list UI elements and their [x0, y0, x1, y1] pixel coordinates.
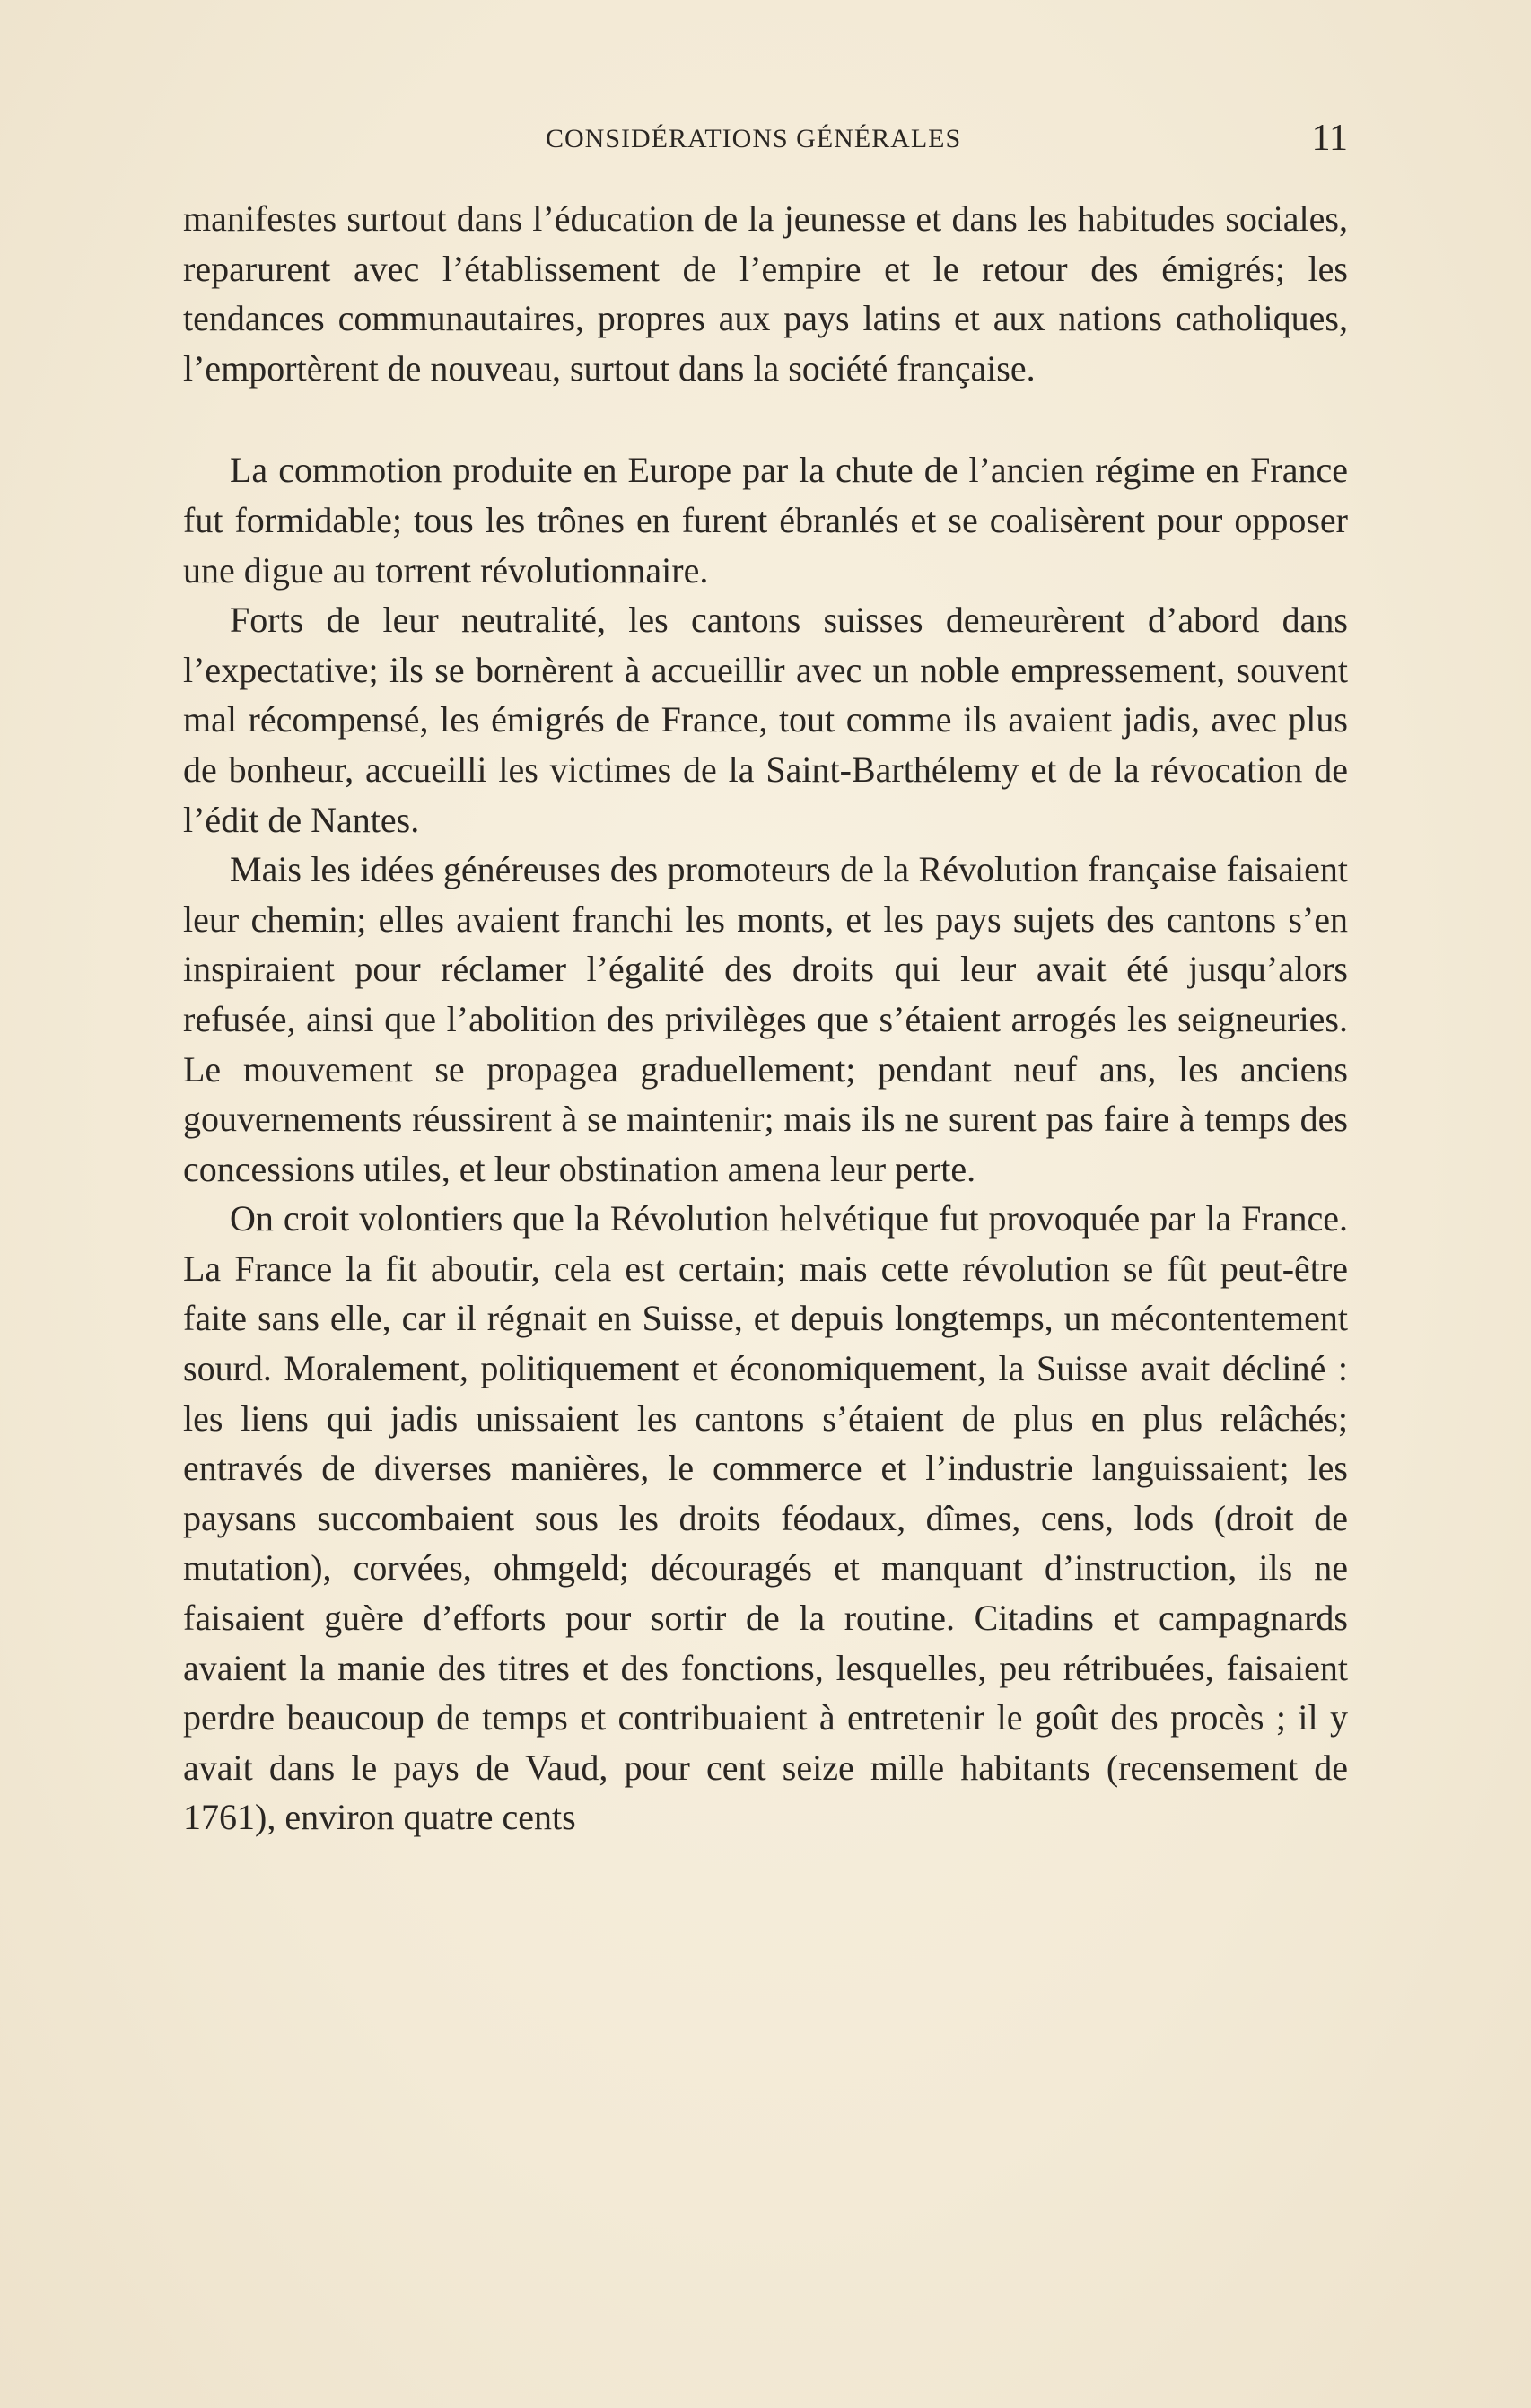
page-number: 11	[1311, 118, 1348, 159]
page-header	[183, 115, 1348, 169]
paragraph: Forts de leur neutralité, les cantons suisses demeurèrent d’abord dans l’expectative; ils se bornèrent à accueillir avec un noble empressement, souvent mal récompensé, les émigrés de France, tout comme ils avaient jadis, avec plus de bonheur, accueilli les victimes de la Saint-Barthélemy et de la révocation de l’édit de Nantes.	[183, 600, 1348, 840]
paragraph: Mais les idées généreuses des promoteurs de la Révolution française faisaient leur chemin; elles avaient franchi les monts, et les pays sujets des cantons s’en inspiraient pour réclamer l’égalité des droits qui leur avait été jusqu’alors refusée, ainsi que l’abolition des privilèges que s’étaient arrogés les seigneuries. Le mouvement se propagea graduellement; pendant neuf ans, les anciens gouvernements réussirent à se maintenir; mais ils ne surent pas faire à temps des concessions utiles, et leur obstination amena leur perte.	[183, 849, 1348, 1189]
paragraph-continued: manifestes surtout dans l’éducation de la jeunesse et dans les habitudes sociales, reparurent avec l’établissement de l’empire et le retour des émigrés; les tendances communautaires, propres aux pays latins et aux nations catholiques, l’emportèrent de nouveau, surtout dans la société française.	[183, 198, 1348, 389]
running-title: CONSIDÉRATIONS GÉNÉRALES	[546, 124, 962, 153]
paragraph: La commotion produite en Europe par la chute de l’ancien régime en France fut formidable; tous les trônes en furent ébranlés et se coalisèrent pour opposer une digue au torrent révolutionnaire.	[183, 450, 1348, 591]
body-text	[183, 194, 1348, 1843]
paragraph: On croit volontiers que la Révolution helvétique fut provoquée par la France. La France la fit aboutir, cela est certain; mais cette révolution se fût peut-être faite sans elle, car il régnait en Suisse, et depuis longtemps, un mécontentement sourd. Moralement, politiquement et économiquement, la Suisse avait décliné : les liens qui jadis unissaient les cantons s’étaient de plus en plus relâchés; entravés de diverses manières, le commerce et l’industrie languissaient; les paysans succombaient sous les droits féodaux, dîmes, cens, lods (droit de mutation), corvées, ohmgeld; découragés et manquant d’instruction, ils ne faisaient guère d’efforts pour sortir de la routine. Citadins et campagnards avaient la manie des titres et des fonctions, lesquelles, peu rétribuées, faisaient perdre beaucoup de temps et contribuaient à entretenir le goût des procès ; il y avait dans le pays de Vaud, pour cent seize mille habitants (recensement de 1761), environ quatre cents	[183, 1198, 1348, 1838]
